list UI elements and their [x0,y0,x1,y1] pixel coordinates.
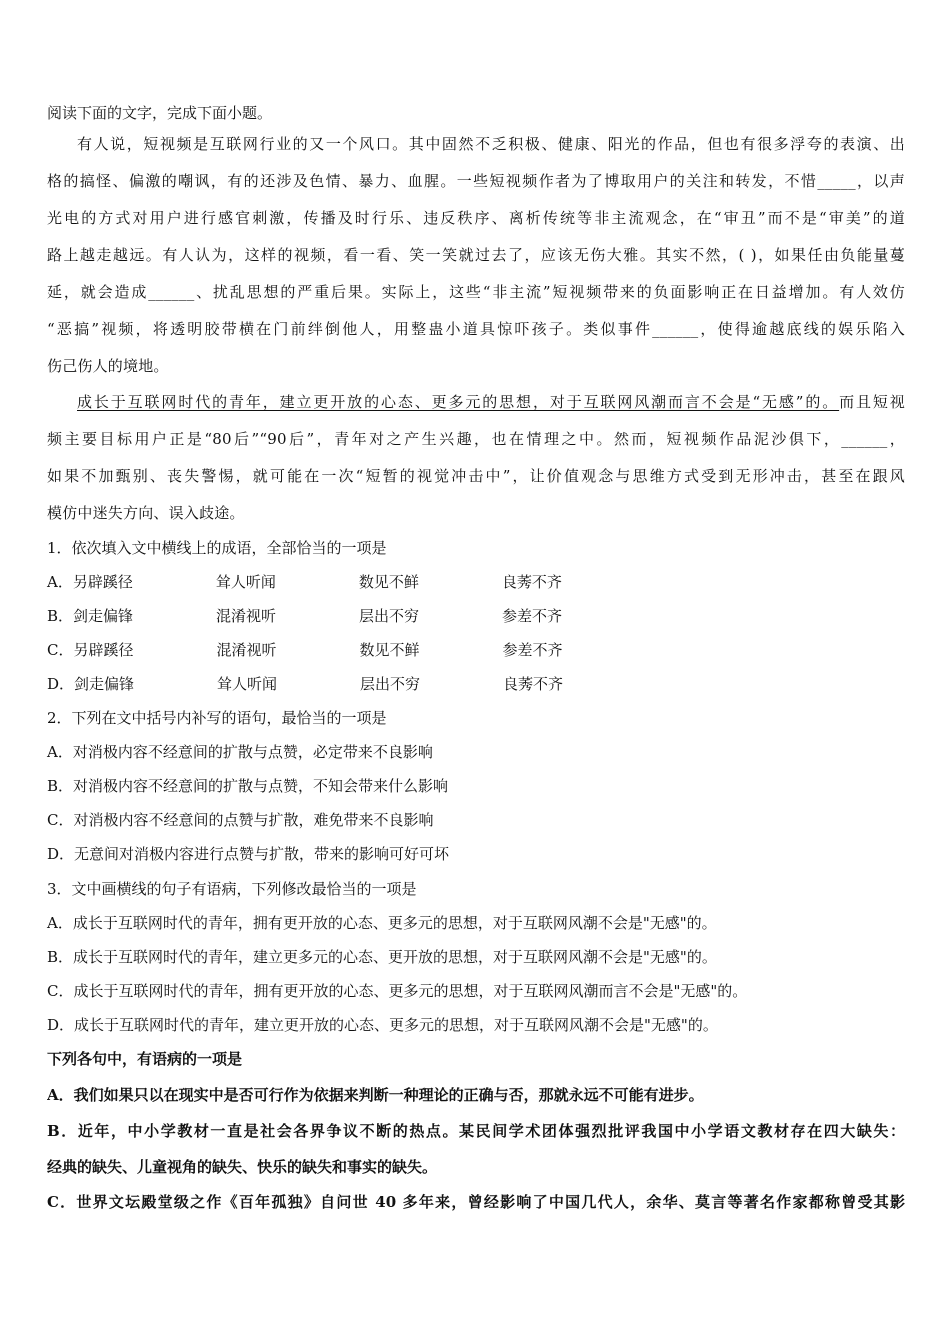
passage-line: 有人说，短视频是互联网行业的又一个风口。其中固然不乏积极、健康、阳光的作品，但也有很多浮夸的表演、出 [77,135,905,153]
option-label: C． [47,641,74,659]
option-item: 剑走偏锋 [73,607,134,625]
option-item: 另辟蹊径 [73,641,134,659]
question-stem: 3．文中画横线的句子有语病，下列修改最恰当的一项是 [47,880,417,898]
passage-continuation: 而且短视 [839,393,905,411]
passage-line-underlined [47,384,905,421]
reading-instruction: 阅读下面的文字，完成下面小题。 [47,104,273,122]
passage-line: 路上越走越远。有人认为，这样的视频，看一看、笑一笑就过去了，应该无伤大雅。其实不然，( )，如果任由负能量蔓 [47,246,905,264]
option-c: C．成长于互联网时代的青年，拥有更开放的心态、更多元的思想，对于互联网风潮而言不会是"无感"的。 [47,982,748,1000]
option-b: B．近年，中小学教材一直是社会各界争议不断的热点。某民间学术团体强烈批评我国中小学语文教材存在四大缺失： [47,1122,905,1140]
option-item: 良莠不齐 [501,573,562,591]
option-a: A．我们如果只以在现实中是否可行作为依据来判断一种理论的正确与否，那就永远不可能有进步。 [47,1086,704,1104]
option-item: 混淆视听 [216,641,277,659]
option-d: D．成长于互联网时代的青年，建立更开放的心态、更多元的思想，对于互联网风潮不会是"无感"的。 [47,1016,718,1034]
option-item: 数见不鲜 [359,641,420,659]
option-item: 耸人听闻 [217,675,278,693]
question-stem: 下列各句中，有语病的一项是 [47,1050,243,1068]
option-row-a [47,572,562,592]
passage-line: 延，就会造成______、扰乱思想的严重后果。实际上，这些“非主流”短视频带来的负面影响正在日益增加。有人效仿 [47,283,905,301]
passage-line: 光电的方式对用户进行感官刺激，传播及时行乐、违反秩序、离析传统等非主流观念，在“审丑”而不是“审美”的道 [47,209,905,227]
passage-line: 频主要目标用户正是“80后”“90后”，青年对之产生兴趣，也在情理之中。然而，短视频作品泥沙俱下，______， [47,430,905,448]
option-d: D．无意间对消极内容进行点赞与扩散，带来的影响可好可坏 [47,845,450,863]
question-stem: 1．依次填入文中横线上的成语，全部恰当的一项是 [47,539,387,557]
option-b-continued: 经典的缺失、儿童视角的缺失、快乐的缺失和事实的缺失。 [47,1158,438,1176]
underlined-sentence: 成长于互联网时代的青年，建立更开放的心态、更多元的思想，对于互联网风潮而言不会是“无感”的。 [77,393,840,411]
option-item: 良莠不齐 [503,675,564,693]
option-item: 剑走偏锋 [74,675,135,693]
option-item: 层出不穷 [359,607,420,625]
option-c: C．对消极内容不经意间的点赞与扩散，难免带来不良影响 [47,811,434,829]
option-label: A． [47,573,73,591]
option-label: D． [47,675,75,693]
option-c: C．世界文坛殿堂级之作《百年孤独》自问世 40 多年来，曾经影响了中国几代人，余华、莫言等著名作家都称曾受其影 [47,1193,905,1211]
option-item: 混淆视听 [216,607,277,625]
option-b: B．成长于互联网时代的青年，建立更多元的心态、更开放的思想，对于互联网风潮不会是"无感"的。 [47,948,717,966]
option-row-c [47,640,563,660]
option-item: 参差不齐 [502,607,563,625]
option-label: B． [47,607,74,625]
option-a: A．成长于互联网时代的青年，拥有更开放的心态、更多元的思想，对于互联网风潮不会是"无感"的。 [47,914,717,932]
option-item: 层出不穷 [360,675,421,693]
question-stem: 2．下列在文中括号内补写的语句，最恰当的一项是 [47,709,387,727]
option-item: 另辟蹊径 [72,573,133,591]
option-a: A．对消极内容不经意间的扩散与点赞，必定带来不良影响 [47,743,433,761]
option-b: B．对消极内容不经意间的扩散与点赞，不知会带来什么影响 [47,777,449,795]
option-row-b [47,606,562,626]
passage-line: “恶搞”视频，将透明胶带横在门前绊倒他人，用整蛊小道具惊吓孩子。类似事件______，使得逾越底线的娱乐陷入 [47,320,905,338]
option-item: 数见不鲜 [358,573,419,591]
passage-line: 如果不加甄别、丧失警惕，就可能在一次“短暂的视觉冲击中”，让价值观念与思维方式受到无形冲击，甚至在跟风 [47,467,905,485]
passage-line: 格的搞怪、偏激的嘲讽，有的还涉及色情、暴力、血腥。一些短视频作者为了博取用户的关注和转发，不惜_____，以声 [47,172,905,190]
option-item: 耸人听闻 [215,573,276,591]
passage-line: 模仿中迷失方向、误入歧途。 [47,504,245,522]
option-row-d [47,674,563,694]
passage-line: 伤己伤人的境地。 [47,357,169,375]
option-item: 参差不齐 [502,641,563,659]
